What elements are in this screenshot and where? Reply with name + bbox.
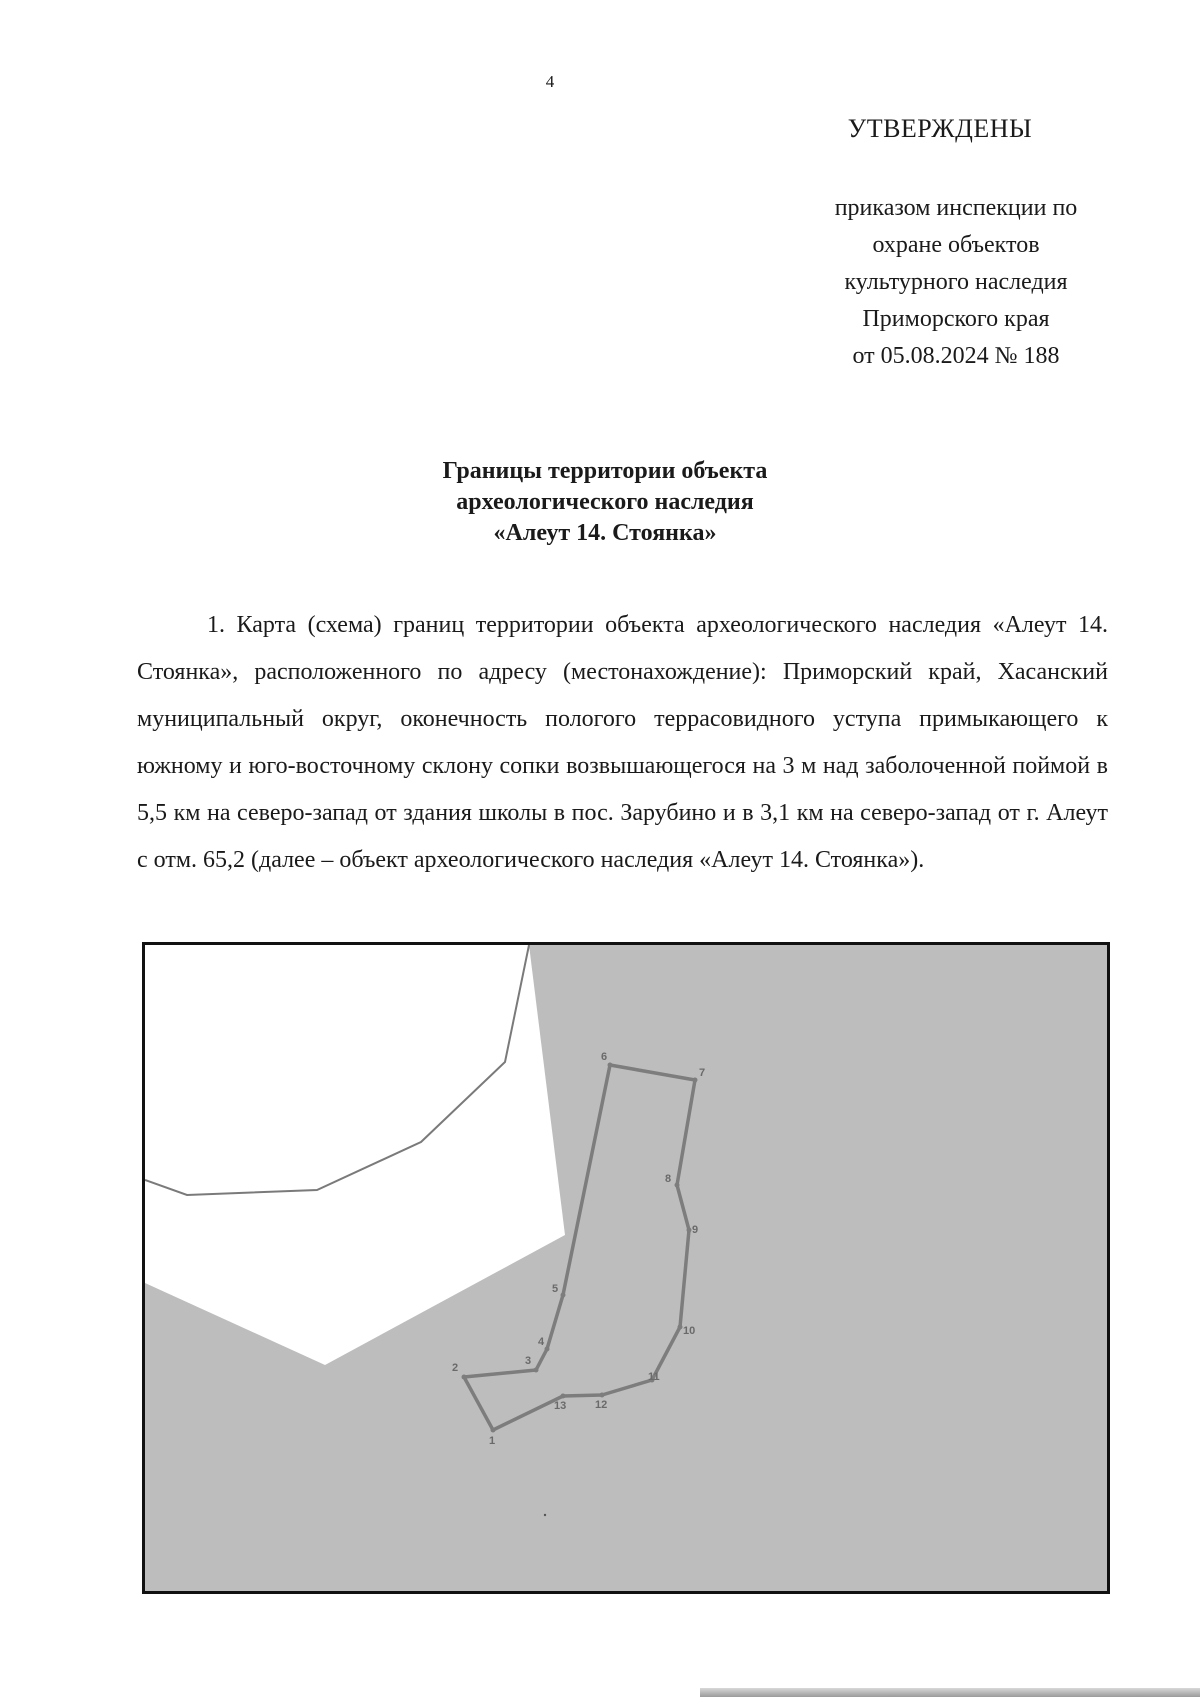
vertex-marker bbox=[678, 1325, 683, 1330]
page-number: 4 bbox=[545, 72, 555, 91]
approval-heading: УТВЕРЖДЕНЫ bbox=[847, 114, 1033, 143]
vertex-marker bbox=[491, 1428, 496, 1433]
vertex-marker bbox=[693, 1078, 698, 1083]
vertex-label-11: 11 bbox=[648, 1371, 660, 1383]
vertex-label-7: 7 bbox=[699, 1067, 706, 1079]
approval-line: культурного наследия bbox=[844, 269, 1068, 295]
vertex-label-13: 13 bbox=[554, 1400, 567, 1412]
document-title-line: Границы территории объекта bbox=[442, 458, 768, 484]
approval-line: приказом инспекции по bbox=[834, 195, 1078, 221]
vertex-marker bbox=[561, 1394, 566, 1399]
approval-line: от 05.08.2024 № 188 bbox=[852, 343, 1060, 369]
approval-line: Приморского края bbox=[862, 306, 1050, 332]
stray-scan-dot bbox=[544, 1514, 546, 1516]
vertex-marker bbox=[462, 1375, 467, 1380]
vertex-label-8: 8 bbox=[665, 1173, 672, 1185]
vertex-label-10: 10 bbox=[683, 1325, 696, 1337]
vertex-label-12: 12 bbox=[595, 1399, 608, 1411]
body-paragraph: 1. Карта (схема) границ территории объекта археологического наследия «Алеут 14. Стоянка», расположенного по адресу (местонахождение): Приморский край, Хасанский муниципальный округ, оконечность пологого террасовидного уступа примыкающего к южному и юго-восточному склону сопки возвышающегося на 3 м над заболоченной поймой в 5,5 км на северо-запад от здания школы в пос. Зарубино и в 3,1 км на северо-запад от г. Алеут с отм. 65,2 (далее – объект археологического наследия «Алеут 14. Стоянка»). bbox=[137, 612, 1108, 873]
vertex-marker bbox=[687, 1228, 692, 1233]
scan-edge-shadow bbox=[700, 1688, 1200, 1697]
vertex-marker bbox=[600, 1393, 605, 1398]
vertex-marker bbox=[534, 1368, 539, 1373]
vertex-label-3: 3 bbox=[525, 1355, 532, 1367]
vertex-marker bbox=[545, 1347, 550, 1352]
map-canvas bbox=[145, 945, 1107, 1591]
vertex-label-4: 4 bbox=[538, 1336, 545, 1348]
vertex-label-5: 5 bbox=[552, 1283, 559, 1295]
vertex-label-1: 1 bbox=[489, 1435, 496, 1447]
approval-line: охране объектов bbox=[872, 232, 1040, 258]
document-title-line: археологического наследия bbox=[456, 489, 754, 515]
vertex-marker bbox=[608, 1063, 613, 1068]
document-title bbox=[300, 456, 910, 549]
vertex-label-2: 2 bbox=[452, 1362, 459, 1374]
vertex-marker bbox=[675, 1183, 680, 1188]
vertex-label-9: 9 bbox=[692, 1224, 699, 1236]
boundary-scheme-map bbox=[142, 942, 1110, 1594]
vertex-marker bbox=[561, 1293, 566, 1298]
open-area bbox=[145, 945, 565, 1365]
approval-block bbox=[800, 190, 1112, 375]
vertex-label-6: 6 bbox=[601, 1051, 608, 1063]
document-title-line: «Алеут 14. Стоянка» bbox=[493, 520, 717, 546]
